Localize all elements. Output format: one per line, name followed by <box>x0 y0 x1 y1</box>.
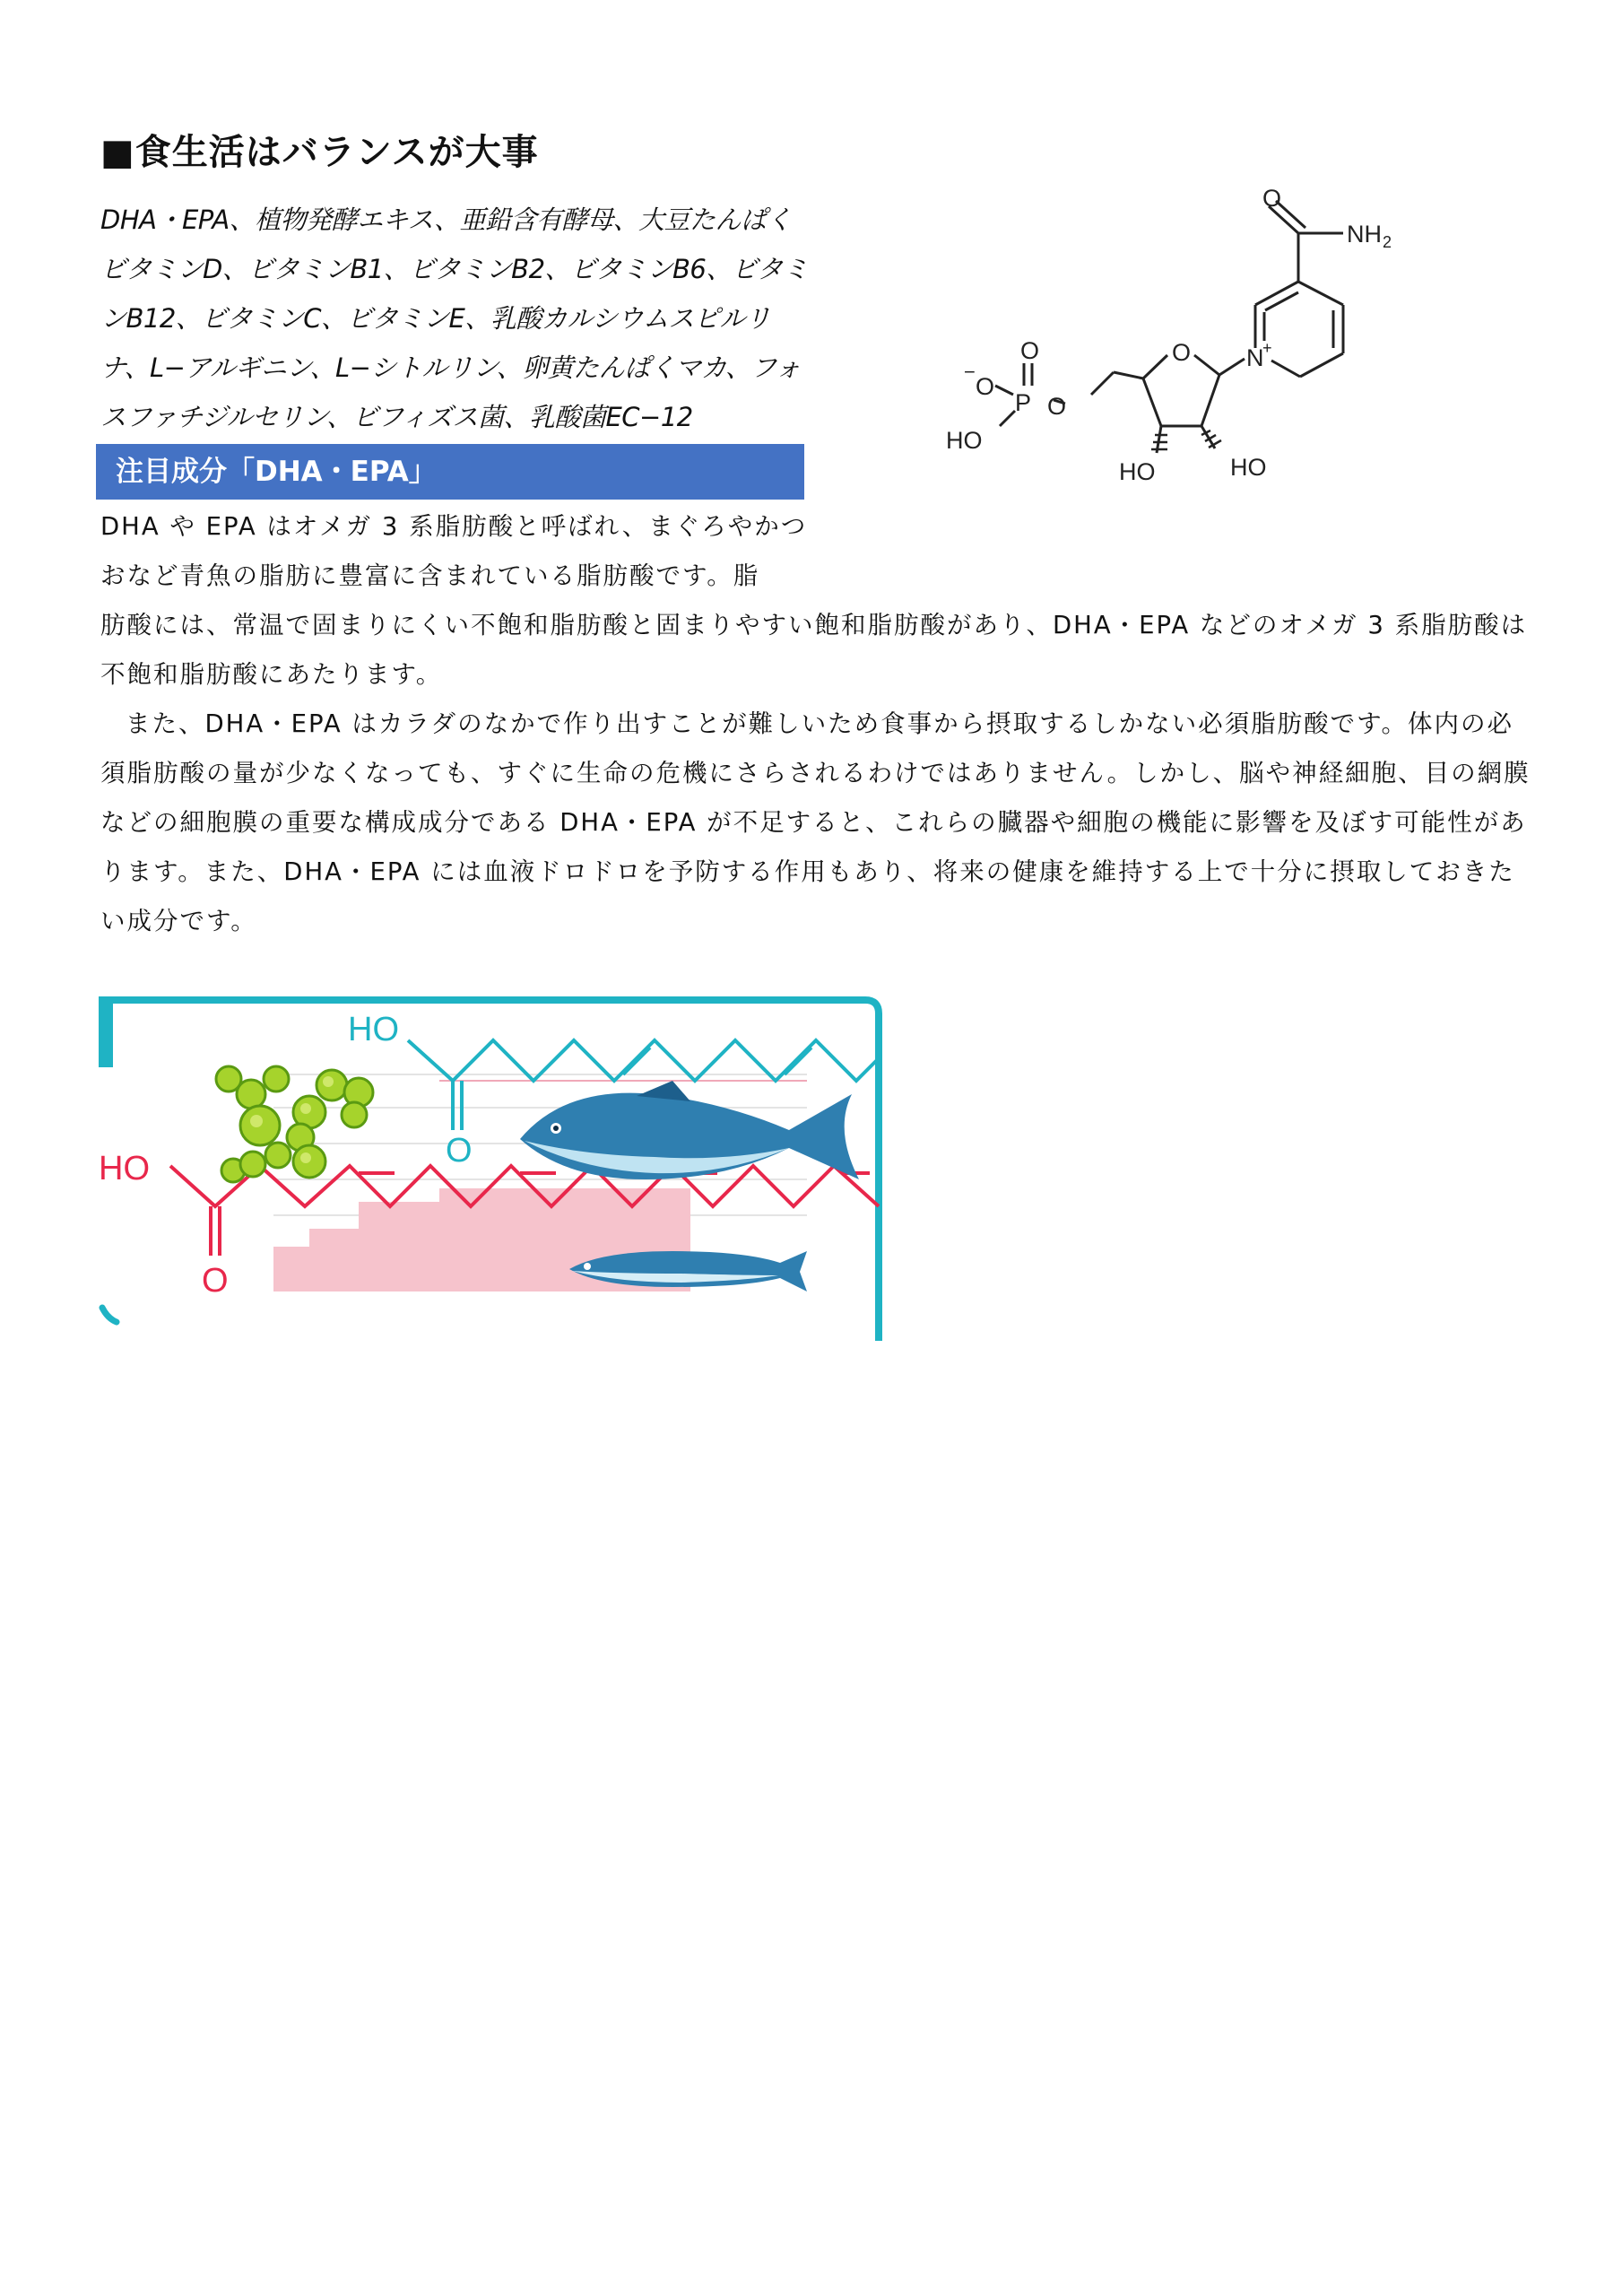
minus-sign: − <box>964 361 976 383</box>
section-title-bar: 注目成分「DHA・EPA」 <box>96 444 804 500</box>
ring-o-label: O <box>1172 339 1192 366</box>
paragraph-fatty-acids: 肪酸には、常温で固まりにくい不飽和脂肪酸と固まりやすい飽和脂肪酸があり、DHA・EPA などのオメガ 3 系脂肪酸は不飽和脂肪酸にあたります。 <box>100 611 1528 689</box>
phosphate-ho-label: HO <box>946 427 983 454</box>
top-o-label: O <box>446 1132 473 1170</box>
nh2-sub-label: 2 <box>1383 233 1392 251</box>
top-ho-label: HO <box>348 1011 399 1048</box>
phosphorus-label: P <box>1015 389 1032 416</box>
nh2-label: NH <box>1347 221 1382 248</box>
bottom-ho-label: HO <box>99 1150 150 1187</box>
right-ho-label: HO <box>1230 454 1267 481</box>
amide-o-label: O <box>1262 185 1282 212</box>
paragraph-intro: DHA や EPA はオメガ 3 系脂肪酸と呼ばれ、まぐろやかつおなど青魚の脂肪に豊富に含まれている脂肪酸です。脂 <box>100 512 808 590</box>
n-plus-label: N <box>1246 344 1264 371</box>
o-minus-label: O <box>976 373 995 400</box>
phosphate-o-top-label: O <box>1020 337 1040 364</box>
frame-left-tab <box>99 1000 113 1067</box>
ingredients-list: DHA・EPA、植物発酵エキス、亜鉛含有酵母、大豆たんぱくビタミンD、ビタミンB1、ビタミンB2、ビタミンB6、ビタミンB12、ビタミンC、ビタミンE、乳酸カルシウムスピルリナ、L−アルギニン、L−シトルリン、卵黄たんぱくマカ、フォスファチジルセリン、ビフィズス菌、乳酸菌EC−12 <box>100 204 809 432</box>
plus-sign: + <box>1262 339 1272 357</box>
dha-epa-illustration <box>99 996 883 1341</box>
bottom-o-label: O <box>202 1262 229 1300</box>
page-heading: ■食生活はバランスが大事 <box>100 132 539 173</box>
nmn-molecule-diagram <box>915 179 1488 511</box>
link-o-label: O <box>1047 393 1067 420</box>
left-ho-label: HO <box>1119 458 1156 485</box>
paragraph-essential: また、DHA・EPA はカラダのなかで作り出すことが難しいため食事から摂取するしかない必須脂肪酸です。体内の必須脂肪酸の量が少なくなっても、すぐに生命の危機にさらされるわけではありません。しかし、脳や神経細胞、目の網膜などの細胞膜の重要な構成成分である DHA・EPA が不足すると、これらの臓器や細胞の機能に影響を及ぼす可能性があります。また、DHA・EPA には血液ドロドロを予防する作用もあり、将来の健康を維持する上で十分に摂取しておきたい成分です。 <box>100 709 1531 935</box>
